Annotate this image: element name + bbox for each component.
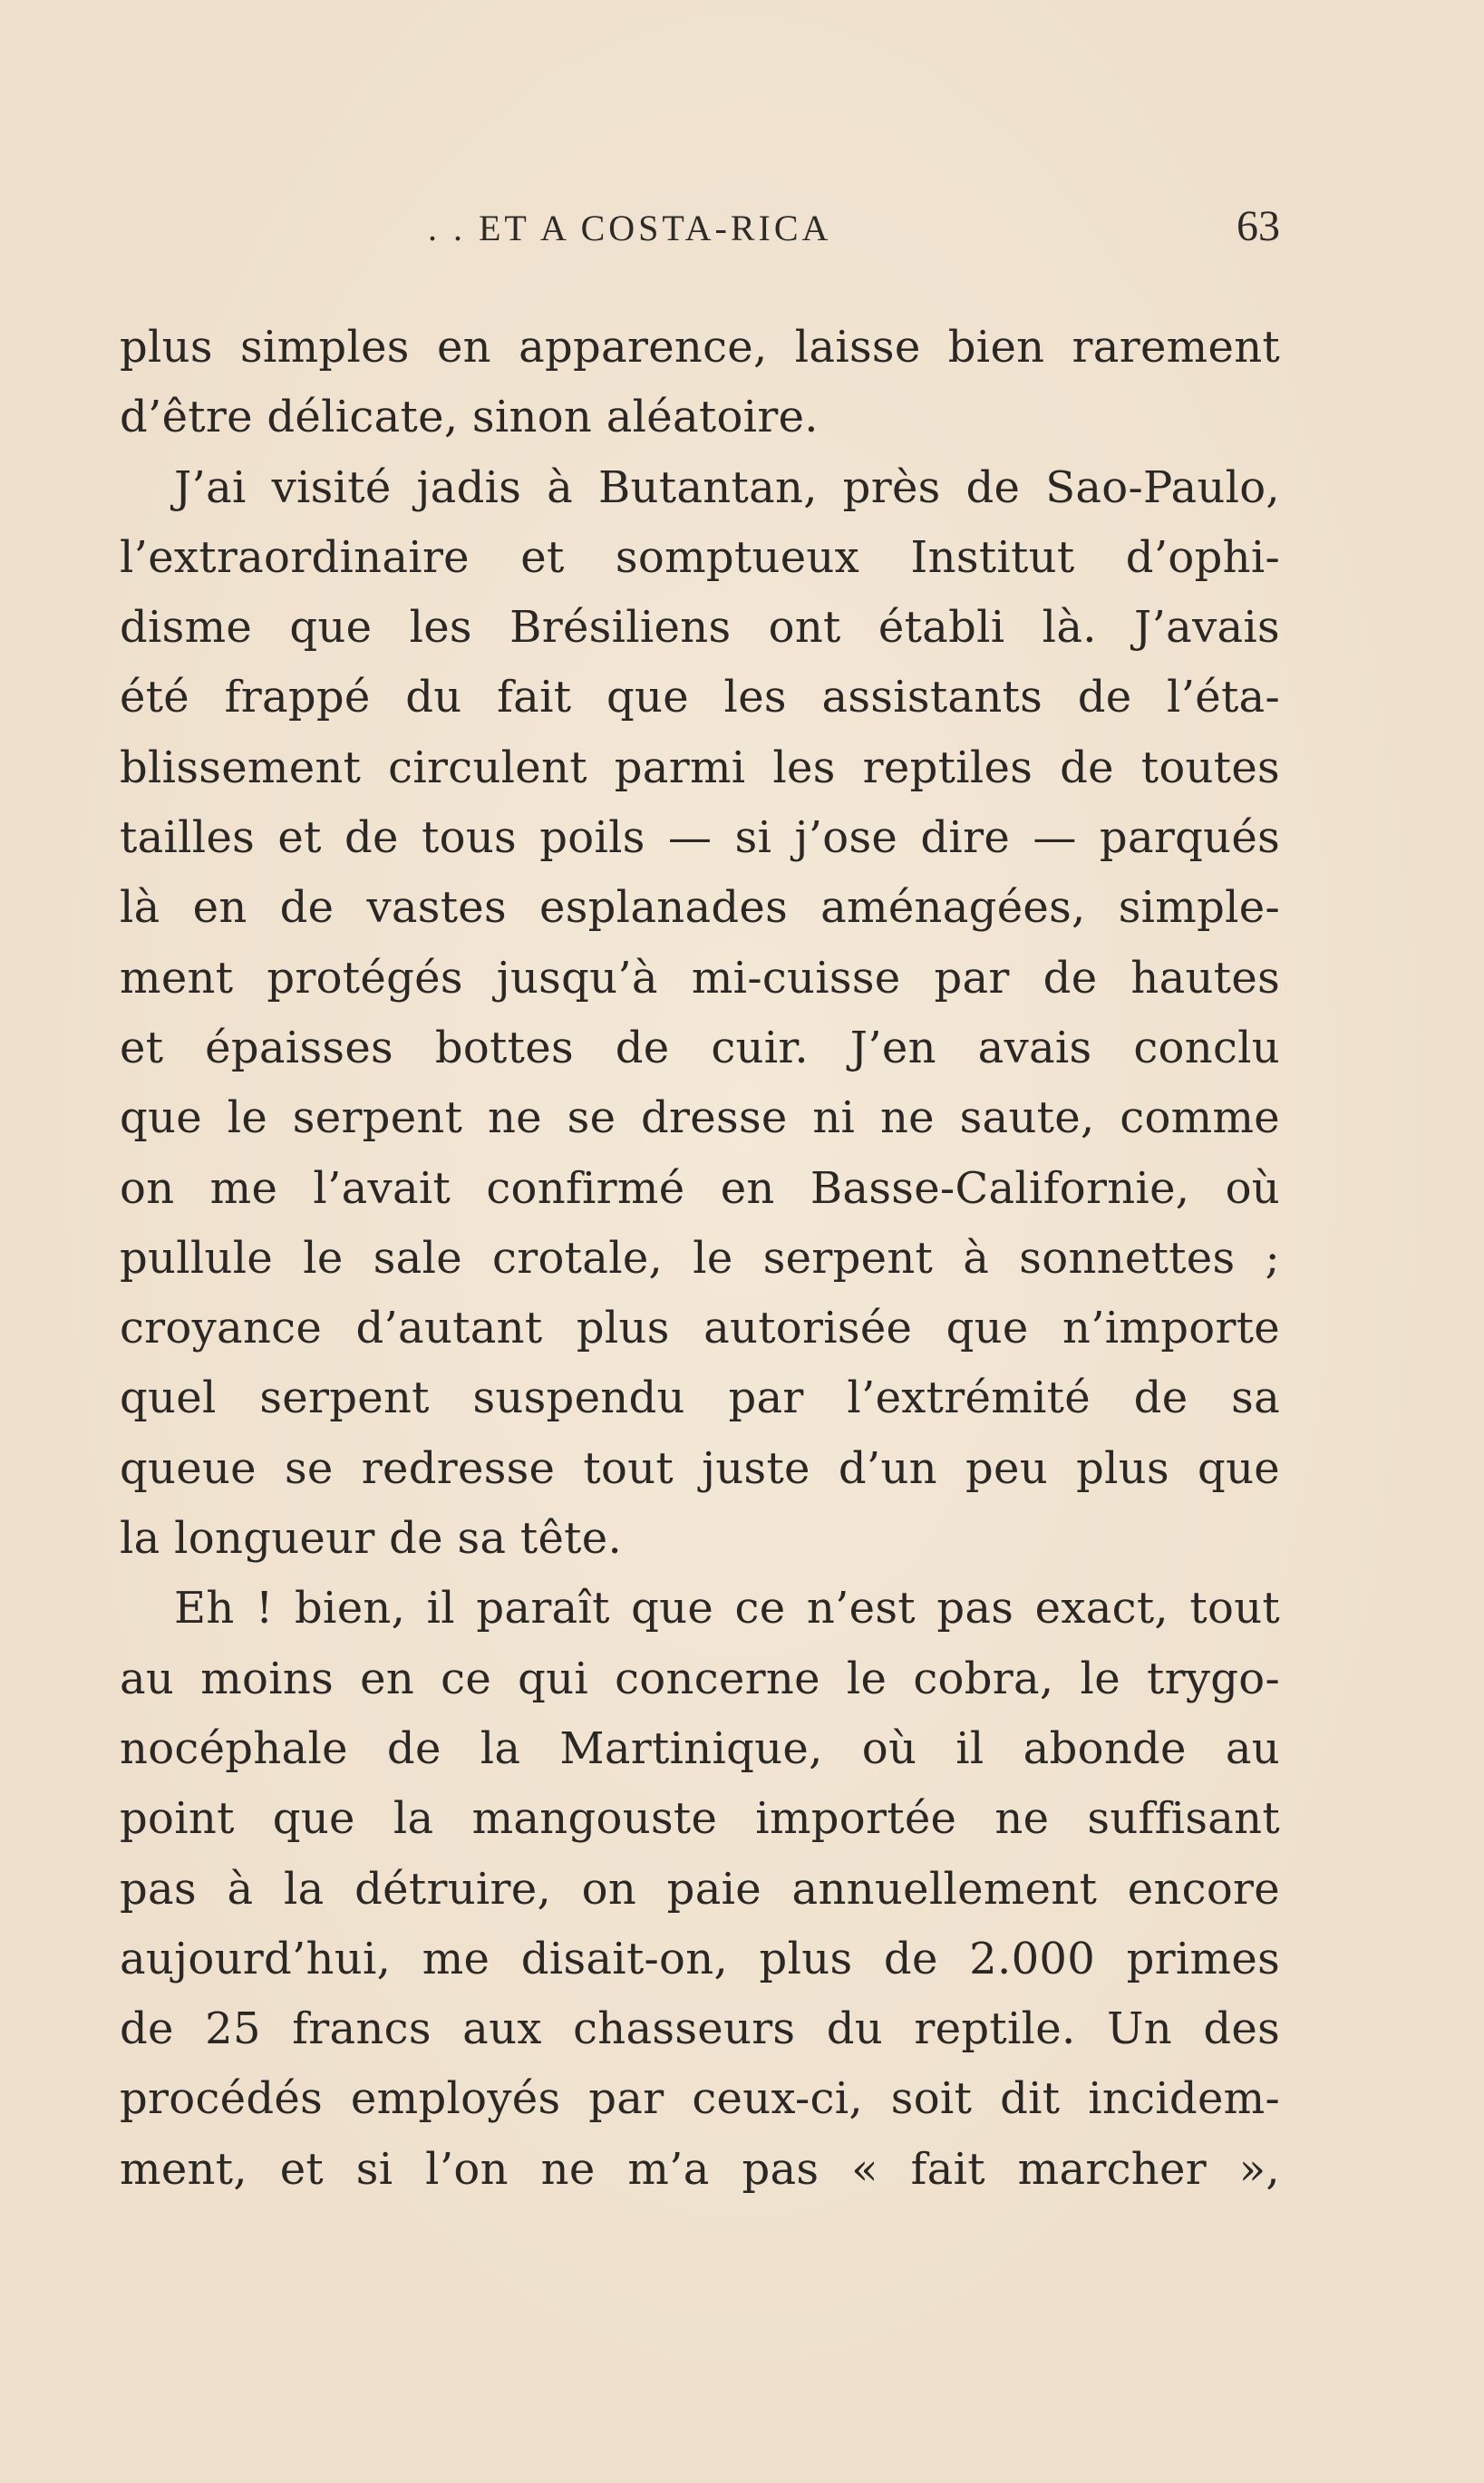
running-head — [120, 202, 1280, 261]
text-line: pas à la détruire, on paie annuellement encore — [120, 1863, 1280, 1915]
running-title: . . ET A COSTA-RICA — [428, 208, 832, 248]
text-line: Eh ! bien, il paraît que ce n’est pas exact, tout — [174, 1583, 1280, 1634]
text-line: pullule le sale crotale, le serpent à sonnettes ; — [120, 1232, 1280, 1284]
text-line: de 25 francs aux chasseurs du reptile. Un des — [120, 2003, 1280, 2055]
text-line: queue se redresse tout juste d’un peu plus que — [120, 1442, 1280, 1494]
text-line: blissement circulent parmi les reptiles de toutes — [120, 742, 1280, 793]
text-line: d’être délicate, sinon aléatoire. — [120, 392, 819, 443]
text-line: ment, et si l’on ne m’a pas « fait marcher », — [120, 2143, 1280, 2195]
text-line: nocéphale de la Martinique, où il abonde au — [120, 1722, 1280, 1774]
text-line: croyance d’autant plus autorisée que n’importe — [120, 1303, 1280, 1354]
text-line: point que la mangouste importée ne suffisant — [120, 1793, 1280, 1845]
text-line: quel serpent suspendu par l’extrémité de sa — [120, 1372, 1280, 1424]
text-line: la longueur de sa tête. — [120, 1513, 623, 1565]
text-line: que le serpent ne se dresse ni ne saute, comme — [120, 1092, 1280, 1144]
text-line: procédés employés par ceux-ci, soit dit incidem- — [120, 2073, 1280, 2125]
text-line: on me l’avait confirmé en Basse-Californie, où — [120, 1162, 1280, 1214]
text-line: l’extraordinaire et somptueux Institut d’ophi- — [120, 531, 1280, 583]
text-line: été frappé du fait que les assistants de l’éta- — [120, 672, 1280, 723]
body-text — [120, 313, 1280, 2205]
text-line: et épaisses bottes de cuir. J’en avais conclu — [120, 1022, 1280, 1073]
text-line: J’ai visité jadis à Butantan, près de Sao-Paulo, — [174, 461, 1280, 513]
text-line: disme que les Brésiliens ont établi là. J’avais — [120, 602, 1280, 654]
text-line: plus simples en apparence, laisse bien rarement — [120, 322, 1280, 373]
page-number: 63 — [1237, 202, 1280, 250]
text-line: aujourd’hui, me disait-on, plus de 2.000 primes — [120, 1933, 1280, 1984]
text-line: là en de vastes esplanades aménagées, simple- — [120, 882, 1280, 934]
text-line: ment protégés jusqu’à mi-cuisse par de hautes — [120, 952, 1280, 1004]
text-line: au moins en ce qui concerne le cobra, le trygo- — [120, 1653, 1280, 1704]
text-line: tailles et de tous poils — si j’ose dire — parqués — [120, 812, 1280, 864]
